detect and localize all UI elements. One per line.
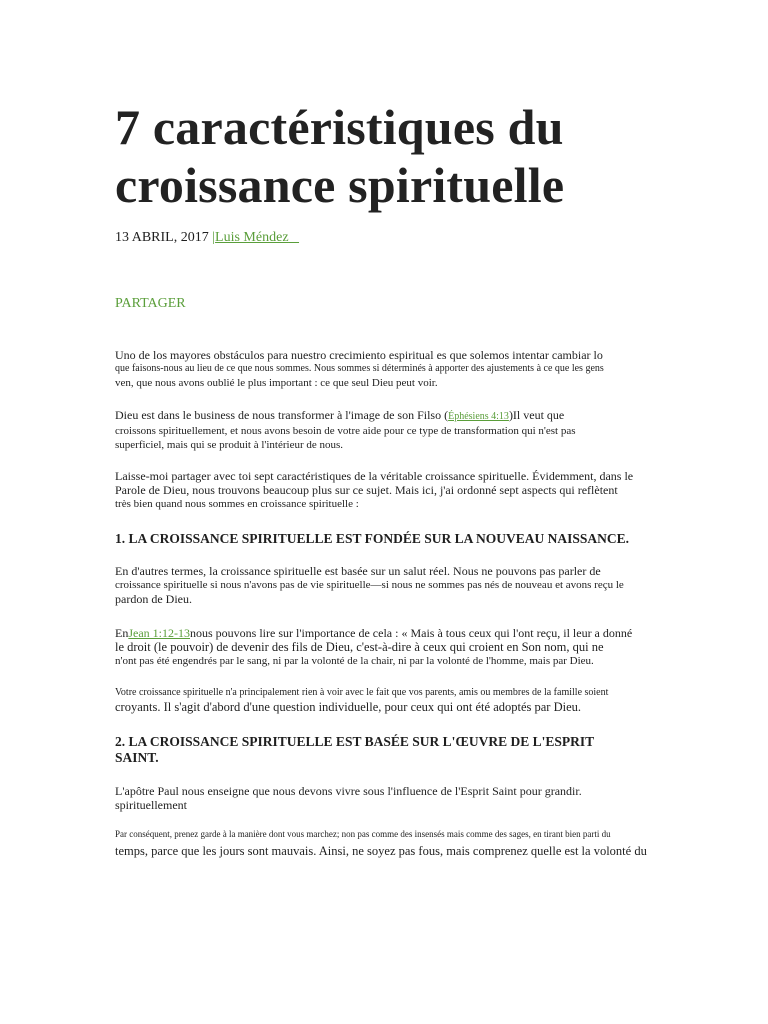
paragraph-line: spirituellement bbox=[115, 798, 187, 812]
paragraph-salvation bbox=[115, 564, 643, 606]
paragraph-line: croissons spirituellement, et nous avons besoin de votre aide pour ce type de transformation qui n'est pas bbox=[115, 425, 576, 437]
article-title: 7 caractéristiques du croissance spirituelle bbox=[115, 99, 565, 213]
paragraph-line: Votre croissance spirituelle n'a principalement rien à voir avec le fait que vos parents, amis ou membres de la famille soient bbox=[115, 687, 609, 698]
paragraph-line: pardon de Dieu. bbox=[115, 592, 192, 606]
paragraph-line: Laisse-moi partager avec toi sept caractéristiques de la véritable croissance spirituelle. Évidemment, dans le bbox=[115, 469, 634, 483]
paragraph-line: Par conséquent, prenez garde à la manière dont vous marchez; non pas comme des insensés mais comme des sages, en tirant bien parti du bbox=[115, 829, 611, 839]
paragraph-transform bbox=[115, 408, 643, 452]
paragraph-line: En d'autres termes, la croissance spirituelle est basée sur un salut réel. Nous ne pouvons pas parler de bbox=[115, 564, 601, 578]
paragraph-line: EnJean 1:12-13nous pouvons lire sur l'importance de cela : « Mais à tous ceux qui l'ont reçu, il leur a donné bbox=[115, 626, 633, 640]
share-link[interactable]: PARTAGER bbox=[115, 296, 186, 311]
paragraph-line: Parole de Dieu, nous trouvons beaucoup plus sur ce sujet. Mais ici, j'ai ordonné sept aspects qui reflètent bbox=[115, 483, 618, 497]
paragraph-line: très bien quand nous sommes en croissance spirituelle : bbox=[115, 498, 359, 510]
section-heading-2: 2. LA CROISSANCE SPIRITUELLE EST BASÉE SUR L'ŒUVRE DE L'ESPRIT SAINT. bbox=[115, 734, 595, 765]
scripture-link-john[interactable]: Jean 1:12-13 bbox=[128, 626, 190, 640]
author-link[interactable]: Luis Méndez bbox=[215, 230, 289, 245]
paragraph-line: L'apôtre Paul nous enseigne que nous devons vivre sous l'influence de l'Esprit Saint pour grandir. bbox=[115, 784, 582, 798]
scripture-link-ephesians[interactable]: Éphésiens 4:13 bbox=[448, 411, 509, 422]
paragraph-line: Dieu est dans le business de nous transformer à l'image de son Filso (Éphésiens 4:13)Il veut que bbox=[115, 408, 565, 422]
paragraph-line: superficiel, mais qui se produit à l'intérieur de nous. bbox=[115, 439, 344, 451]
paragraph-individual bbox=[115, 686, 643, 714]
paragraph-john bbox=[115, 626, 643, 668]
paragraph-line: que faisons-nous au lieu de ce que nous sommes. Nous sommes si déterminés à apporter des ajustements à ce que les gens bbox=[115, 363, 604, 374]
paragraph-line: n'ont pas été engendrés par le sang, ni par la volonté de la chair, ni par la volonté de l'homme, mais par Dieu. bbox=[115, 655, 594, 667]
paragraph-line: croissance spirituelle si nous n'avons pas de vie spirituelle—si nous ne sommes pas nés de nouveau et avons reçu le bbox=[115, 579, 624, 591]
article-meta bbox=[115, 230, 299, 246]
paragraph-line: croyants. Il s'agit d'abord d'une question individuelle, pour ceux qui ont été adoptés par Dieu. bbox=[115, 700, 582, 714]
paragraph-quote bbox=[115, 828, 647, 858]
paragraph-line: temps, parce que les jours sont mauvais. Ainsi, ne soyez pas fous, mais comprenez quelle est la volonté du bbox=[115, 844, 647, 858]
meta-separator: | bbox=[212, 230, 216, 245]
section-heading-1: 1. LA CROISSANCE SPIRITUELLE EST FONDÉE SUR LA NOUVEAU NAISSANCE. bbox=[115, 531, 630, 546]
paragraph-intro bbox=[115, 348, 643, 390]
paragraph-line: Uno de los mayores obstáculos para nuestro crecimiento espiritual es que solemos intentar cambiar lo bbox=[115, 348, 603, 362]
paragraph-line: le droit (le pouvoir) de devenir des fils de Dieu, c'est-à-dire à ceux qui croient en Son nom, qui ne bbox=[115, 640, 604, 654]
publish-date: 13 ABRIL, 2017 bbox=[115, 230, 209, 245]
paragraph-seven-aspects bbox=[115, 469, 643, 511]
author-link-trail bbox=[289, 230, 300, 245]
paragraph-line: ven, que nous avons oublié le plus important : ce que seul Dieu peut voir. bbox=[115, 377, 438, 389]
paragraph-paul bbox=[115, 784, 643, 812]
